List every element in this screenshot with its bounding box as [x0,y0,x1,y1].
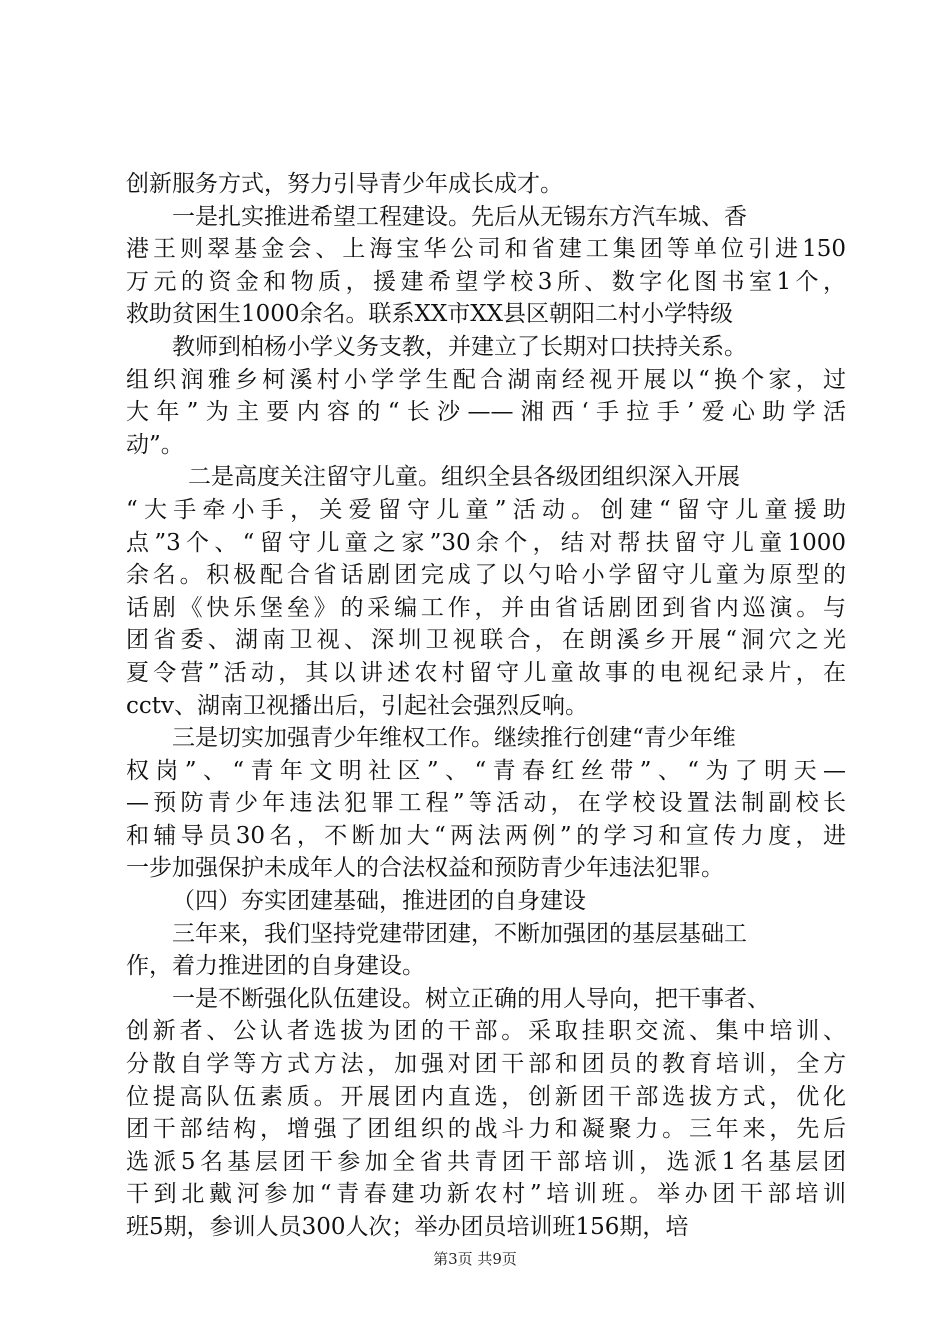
text-line: 三年来，我们坚持党建带团建，不断加强团的基层基础工 [172,920,747,947]
text-line: 三是切实加强青少年维权工作。继续推行创建“青少年维 [172,725,736,752]
text-line: 选派5名基层团干参加全省共青团干部培训，选派1名基层团 [126,1148,846,1175]
text-line: 余名。积极配合省话剧团完成了以勺哈小学留守儿童为原型的 [126,562,846,589]
text-line: 和辅导员30名，不断加大“两法两例”的学习和宣传力度，进 [126,822,846,849]
text-line: 夏令营”活动，其以讲述农村留守儿童故事的电视纪录片，在 [126,659,846,686]
text-line: 权岗”、“青年文明社区”、“青春红丝带”、“为了明天— [126,757,846,784]
text-line: 二是高度关注留守儿童。组织全县各级团组织深入开展 [188,464,740,491]
page-number: 第3页 共9页 [433,1250,517,1268]
text-line: 港王则翠基金会、上海宝华公司和省建工集团等单位引进150 [126,236,846,263]
section-heading: （四）夯实团建基础，推进团的自身建设 [172,888,586,915]
text-line: 动”。 [126,431,184,458]
text-line: 位提高队伍素质。开展团内直选，创新团干部选拔方式，优化 [126,1083,846,1110]
text-line: 班5期，参训人员300人次；举办团员培训班156期，培 [126,1214,689,1240]
text-line: 一是扎实推进希望工程建设。先后从无锡东方汽车城、香 [172,203,747,230]
text-line: 作，着力推进团的自身建设。 [126,953,425,980]
text-line: 点”3个、“留守儿童之家”30余个，结对帮扶留守儿童1000 [126,529,846,556]
text-line: 救助贫困生1000余名。联系XX市XX县区朝阳二村小学特级 [126,301,734,328]
document-body [126,168,846,1244]
text-line: 组织润雅乡柯溪村小学学生配合湖南经视开展以“换个家，过 [126,366,846,393]
text-line: 教师到柏杨小学义务支教，并建立了长期对口扶持关系。 [172,333,747,360]
text-line: 干到北戴河参加“青春建功新农村”培训班。举办团干部培训 [126,1181,846,1208]
text-line: 团省委、湖南卫视、深圳卫视联合，在朗溪乡开展“洞穴之光 [126,627,846,654]
text-line: 大年”为主要内容的“长沙——湘西‘手拉手’爱心助学活 [126,399,846,426]
text-line: 团干部结构，增强了团组织的战斗力和凝聚力。三年来，先后 [126,1116,846,1143]
text-line: “大手牵小手，关爱留守儿童”活动。创建“留守儿童援助 [126,496,846,523]
text-line: 创新者、公认者选拔为团的干部。采取挂职交流、集中培训、 [126,1018,846,1045]
text-line: 一是不断强化队伍建设。树立正确的用人导向，把干事者、 [172,985,770,1012]
page-footer [0,1249,950,1269]
text-line: cctv、湖南卫视播出后，引起社会强烈反响。 [126,692,588,719]
text-line: 分散自学等方式方法，加强对团干部和团员的教育培训，全方 [126,1051,846,1078]
text-line: 话剧《快乐堡垒》的采编工作，并由省话剧团到省内巡演。与 [126,594,846,621]
text-line: 一步加强保护未成年人的合法权益和预防青少年违法犯罪。 [126,855,724,882]
text-line: —预防青少年违法犯罪工程”等活动，在学校设置法制副校长 [126,790,846,817]
text-line: 万元的资金和物质，援建希望学校3所、数字化图书室1个， [126,268,846,295]
text-line: 创新服务方式，努力引导青少年成长成才。 [126,171,563,197]
